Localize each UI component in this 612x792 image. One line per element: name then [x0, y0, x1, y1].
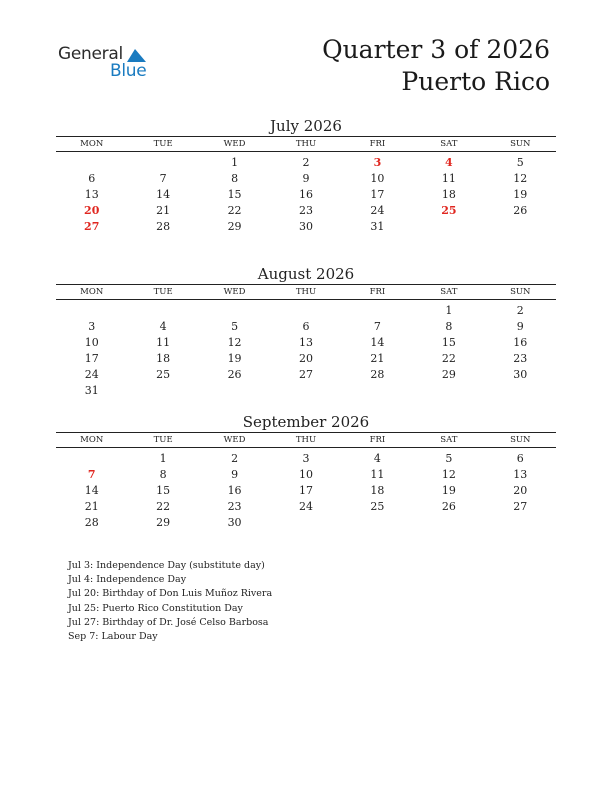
holiday-note: Jul 20: Birthday of Don Luis Muñoz Rivera — [68, 588, 273, 600]
day-cell: 19 — [441, 484, 456, 497]
day-cell: 30 — [513, 368, 528, 381]
weekday-header — [56, 136, 556, 152]
weekday-label: TUE — [153, 435, 173, 445]
day-cell: 15 — [156, 484, 171, 497]
day-cell: 22 — [441, 352, 456, 365]
day-grid — [56, 451, 556, 531]
day-cell: 12 — [227, 336, 242, 349]
month-title: July 2026 — [270, 117, 342, 135]
day-cell: 3 — [302, 452, 310, 465]
generalblue-logo — [58, 44, 158, 84]
holiday-note: Jul 4: Independence Day — [68, 574, 187, 586]
day-cell: 23 — [513, 352, 528, 365]
title-country: Puerto Rico — [401, 67, 550, 96]
day-cell: 20 — [298, 352, 313, 365]
day-cell: 9 — [516, 320, 524, 333]
empty-cell — [56, 451, 127, 467]
day-cell: 17 — [298, 484, 313, 497]
day-grid — [56, 303, 556, 399]
weekday-label: THU — [295, 287, 317, 297]
day-cell: 6 — [88, 172, 96, 185]
day-cell: 13 — [513, 468, 528, 481]
month-title: August 2026 — [257, 265, 355, 283]
day-cell: 21 — [156, 204, 171, 217]
empty-cell — [56, 155, 127, 171]
day-cell: 15 — [441, 336, 456, 349]
day-cell: 5 — [445, 452, 453, 465]
day-cell: 2 — [516, 304, 524, 317]
empty-cell — [127, 303, 198, 319]
day-cell: 12 — [513, 172, 528, 185]
day-cell: 19 — [227, 352, 242, 365]
day-cell: 13 — [84, 188, 99, 201]
month-title: September 2026 — [242, 413, 370, 431]
day-grid — [56, 155, 556, 235]
day-cell: 5 — [516, 156, 524, 169]
day-cell: 25 — [370, 500, 385, 513]
weekday-label: MON — [80, 435, 104, 445]
day-cell: 18 — [156, 352, 171, 365]
day-cell: 8 — [159, 468, 167, 481]
day-cell: 19 — [513, 188, 528, 201]
day-cell: 20 — [513, 484, 528, 497]
day-cell: 24 — [298, 500, 313, 513]
day-cell: 24 — [370, 204, 385, 217]
day-cell: 26 — [513, 204, 528, 217]
logo-blue-text: Blue — [110, 61, 147, 81]
day-cell: 11 — [156, 336, 171, 349]
day-cell: 2 — [302, 156, 310, 169]
day-cell: 14 — [156, 188, 171, 201]
day-cell: 26 — [441, 500, 456, 513]
day-cell: 5 — [231, 320, 239, 333]
weekday-label: WED — [223, 139, 246, 149]
day-cell: 8 — [231, 172, 239, 185]
holiday-notes — [68, 559, 272, 644]
month-july — [56, 116, 556, 235]
empty-cell — [270, 303, 341, 319]
day-cell: 10 — [370, 172, 385, 185]
day-cell: 17 — [370, 188, 385, 201]
page-title — [322, 34, 550, 98]
day-cell: 27 — [298, 368, 313, 381]
day-cell: 31 — [370, 220, 385, 233]
day-cell: 31 — [84, 384, 99, 397]
day-cell: 9 — [231, 468, 239, 481]
empty-cell — [342, 303, 413, 319]
day-cell: 2 — [231, 452, 239, 465]
holiday-day-cell: 4 — [445, 156, 453, 169]
day-cell: 9 — [302, 172, 310, 185]
day-cell: 30 — [298, 220, 313, 233]
day-cell: 22 — [227, 204, 242, 217]
day-cell: 28 — [84, 516, 99, 529]
day-cell: 10 — [298, 468, 313, 481]
weekday-label: WED — [223, 435, 246, 445]
weekday-label: THU — [295, 139, 317, 149]
weekday-label: TUE — [153, 287, 173, 297]
month-august — [56, 264, 556, 399]
weekday-label: WED — [223, 287, 246, 297]
holiday-day-cell: 3 — [373, 156, 382, 169]
weekday-label: SAT — [440, 139, 458, 149]
day-cell: 15 — [227, 188, 242, 201]
weekday-label: SUN — [510, 435, 531, 445]
day-cell: 25 — [156, 368, 171, 381]
empty-cell — [127, 155, 198, 171]
holiday-note: Sep 7: Labour Day — [68, 631, 158, 643]
day-cell: 6 — [516, 452, 524, 465]
holiday-day-cell: 20 — [84, 204, 100, 217]
logo-general-text: General — [58, 44, 123, 64]
day-cell: 10 — [84, 336, 99, 349]
day-cell: 1 — [445, 304, 453, 317]
day-cell: 4 — [373, 452, 381, 465]
day-cell: 21 — [84, 500, 99, 513]
title-quarter: Quarter 3 of 2026 — [322, 35, 550, 64]
empty-cell — [56, 303, 127, 319]
day-cell: 23 — [227, 500, 242, 513]
day-cell: 26 — [227, 368, 242, 381]
day-cell: 16 — [227, 484, 242, 497]
day-cell: 24 — [84, 368, 99, 381]
weekday-label: MON — [80, 139, 104, 149]
weekday-label: MON — [80, 287, 104, 297]
weekday-label: SUN — [510, 139, 531, 149]
day-cell: 29 — [156, 516, 171, 529]
day-cell: 3 — [88, 320, 96, 333]
holiday-note: Jul 3: Independence Day (substitute day) — [68, 560, 265, 571]
day-cell: 28 — [156, 220, 171, 233]
weekday-label: TUE — [153, 139, 173, 149]
day-cell: 12 — [441, 468, 456, 481]
weekday-header — [56, 432, 556, 448]
weekday-label: SUN — [510, 287, 531, 297]
day-cell: 21 — [370, 352, 385, 365]
weekday-label: SAT — [440, 287, 458, 297]
day-cell: 7 — [373, 320, 381, 333]
day-cell: 11 — [441, 172, 456, 185]
day-cell: 27 — [513, 500, 528, 513]
day-cell: 8 — [445, 320, 453, 333]
day-cell: 16 — [513, 336, 528, 349]
day-cell: 28 — [370, 368, 385, 381]
weekday-label: FRI — [369, 287, 386, 297]
day-cell: 18 — [441, 188, 456, 201]
weekday-label: FRI — [369, 435, 386, 445]
day-cell: 22 — [156, 500, 171, 513]
day-cell: 16 — [298, 188, 313, 201]
day-cell: 29 — [227, 220, 242, 233]
day-cell: 7 — [159, 172, 167, 185]
holiday-day-cell: 7 — [87, 468, 96, 481]
empty-cell — [199, 303, 270, 319]
day-cell: 23 — [298, 204, 313, 217]
holiday-day-cell: 27 — [84, 220, 100, 233]
weekday-label: THU — [295, 435, 317, 445]
day-cell: 14 — [370, 336, 385, 349]
day-cell: 17 — [84, 352, 99, 365]
day-cell: 1 — [159, 452, 167, 465]
day-cell: 14 — [84, 484, 99, 497]
day-cell: 29 — [441, 368, 456, 381]
holiday-note: Jul 27: Birthday of Dr. José Celso Barbosa — [68, 616, 269, 628]
day-cell: 18 — [370, 484, 385, 497]
month-september — [56, 412, 556, 531]
weekday-label: SAT — [440, 435, 458, 445]
day-cell: 30 — [227, 516, 242, 529]
day-cell: 6 — [302, 320, 310, 333]
day-cell: 1 — [231, 156, 239, 169]
holiday-note: Jul 25: Puerto Rico Constitution Day — [68, 602, 243, 614]
weekday-header — [56, 284, 556, 300]
day-cell: 13 — [298, 336, 313, 349]
weekday-label: FRI — [369, 139, 386, 149]
day-cell: 11 — [370, 468, 385, 481]
day-cell: 4 — [159, 320, 167, 333]
holiday-day-cell: 25 — [441, 204, 457, 217]
